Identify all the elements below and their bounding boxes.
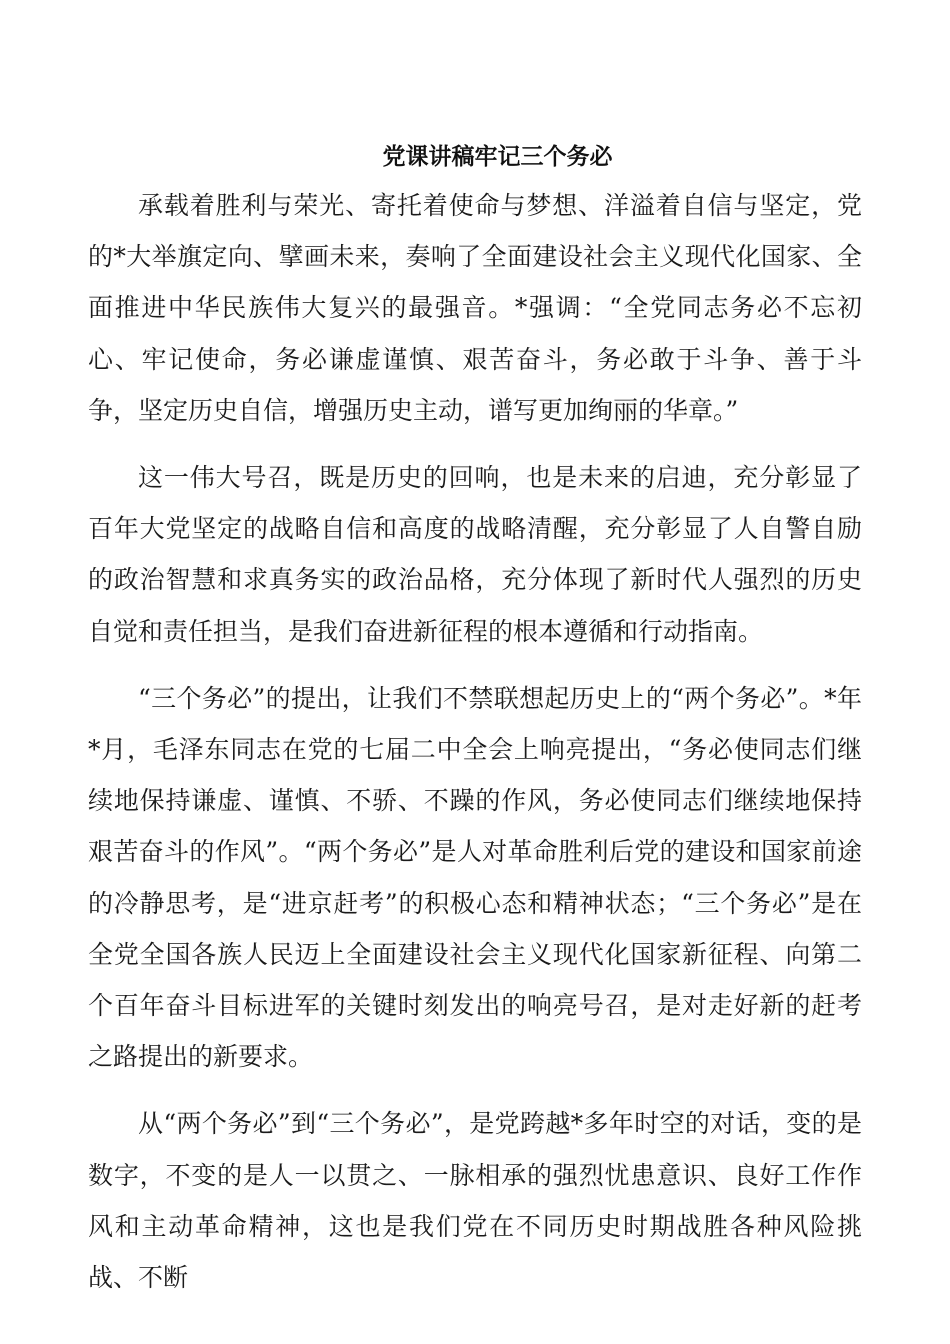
paragraph: 从“两个务必”到“三个务必”，是党跨越*多年时空的对话，变的是数字，不变的是人一以贯之、一脉相承的强烈忧患意识、良好工作作风和主动革命精神，这也是我们党在不同历史时期战胜各种风险挑战、不断	[88, 1109, 862, 1293]
paragraph: “三个务必”的提出，让我们不禁联想起历史上的“两个务必”。*年*月，毛泽东同志在党的七届二中全会上响亮提出，“务必使同志们继续地保持谦虚、谨慎、不骄、不躁的作风，务必使同志们继续地保持艰苦奋斗的作风”。“两个务必”是人对革命胜利后党的建设和国家前途的冷静思考，是“进京赶考”的积极心态和精神状态；“三个务必”是在全党全国各族人民迈上全面建设社会主义现代化国家新征程、向第二个百年奋斗目标进军的关键时刻发出的响亮号召，是对走好新的赶考之路提出的新要求。	[88, 683, 862, 1072]
paragraph: 承载着胜利与荣光、寄托着使命与梦想、洋溢着自信与坚定，党的*大举旗定向、擘画未来，奏响了全面建设社会主义现代化国家、全面推进中华民族伟大复兴的最强音。*强调：“全党同志务必不忘初心、牢记使命，务必谦虚谨慎、艰苦奋斗，务必敢于斗争、善于斗争，坚定历史自信，增强历史主动，谱写更加绚丽的华章。”	[88, 191, 862, 425]
document-title: 党课讲稿牢记三个务必	[382, 143, 613, 170]
paragraph: 这一伟大号召，既是历史的回响，也是未来的启迪，充分彰显了百年大党坚定的战略自信和高度的战略清醒，充分彰显了人自警自励的政治智慧和求真务实的政治品格，充分体现了新时代人强烈的历史自觉和责任担当，是我们奋进新征程的根本遵循和行动指南。	[88, 463, 862, 646]
document-body	[88, 180, 862, 1319]
